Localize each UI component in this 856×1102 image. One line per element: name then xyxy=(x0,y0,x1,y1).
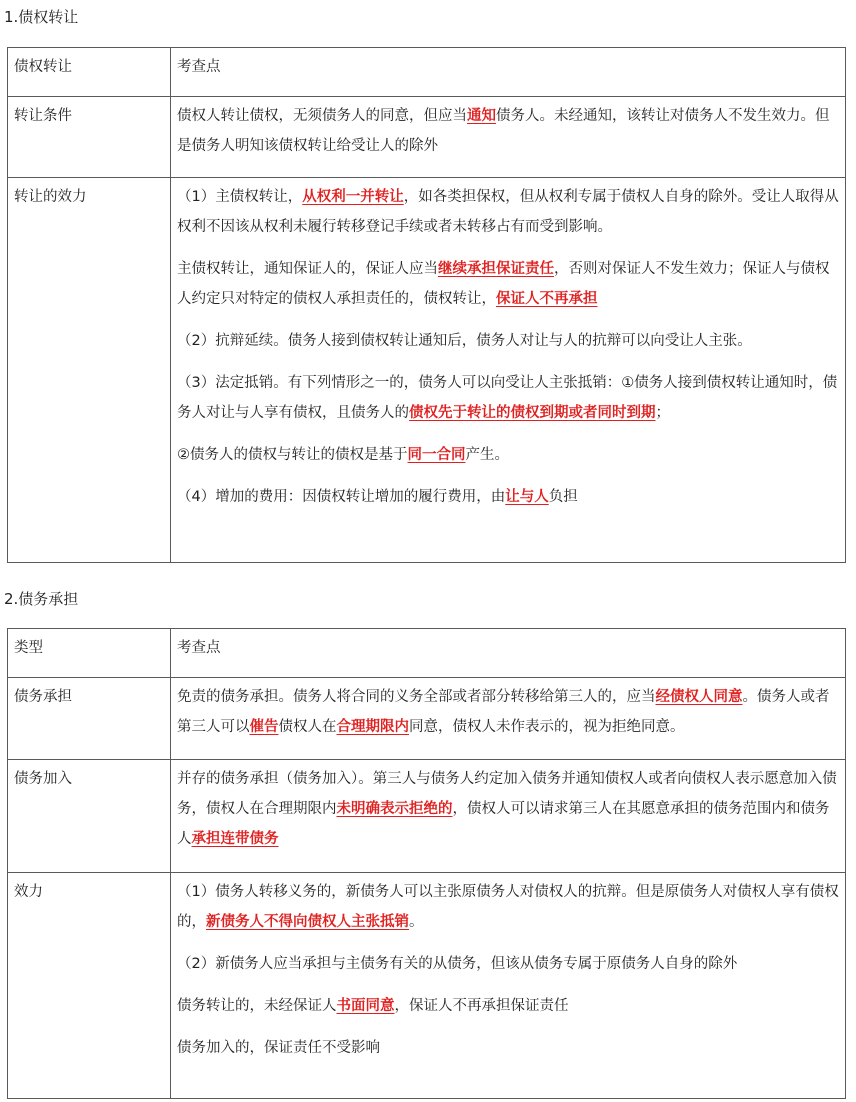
body-text: 债权人在 xyxy=(278,719,337,735)
body-text: 并存的债务承担（债务加入）。第三人与债务人约定加入债务并通知债权人或者向债权人表示愿意加入债务，债权人在合理期限内 xyxy=(177,771,837,817)
key-point-text: 让与人 xyxy=(505,489,549,505)
row-content xyxy=(171,873,846,1099)
row-label: 转让的效力 xyxy=(8,178,171,563)
body-text: 债务加入的，保证责任不受影响 xyxy=(177,1040,380,1056)
key-point-text: 经债权人同意 xyxy=(655,689,743,705)
content-paragraph xyxy=(177,1033,839,1063)
content-paragraph xyxy=(177,877,839,937)
row-content xyxy=(171,178,846,563)
key-point-text: 合理期限内 xyxy=(336,719,409,735)
row-content xyxy=(171,678,846,760)
table-header-row xyxy=(8,48,846,97)
content-paragraph xyxy=(177,326,839,356)
body-text: 产生。 xyxy=(465,447,509,463)
key-point-text: 债权先于转让的债权到期或者同时到期 xyxy=(409,405,656,421)
body-text: （1）主债权转让， xyxy=(177,189,303,205)
header-cell-type: 类型 xyxy=(8,629,171,678)
body-text: （2）抗辩延续。债务人接到债权转让通知后，债务人对让与人的抗辩可以向受让人主张。 xyxy=(177,333,752,349)
key-point-text: 继续承担保证责任 xyxy=(438,261,554,277)
content-paragraph xyxy=(177,682,839,742)
content-paragraph xyxy=(177,764,839,854)
debt-undertaking-table xyxy=(7,628,846,1099)
table-row xyxy=(8,760,846,873)
body-text: 。 xyxy=(409,914,424,930)
key-point-text: 通知 xyxy=(467,108,496,124)
content-paragraph xyxy=(177,182,839,242)
content-paragraph xyxy=(177,368,839,428)
body-text: ，债权人可以请求第三人在其愿意承担的债务范围内和债务人 xyxy=(177,801,830,847)
key-point-text: 保证人不再承担 xyxy=(496,291,598,307)
content-paragraph xyxy=(177,991,839,1021)
row-content xyxy=(171,97,846,178)
body-text: 同意，债权人未作表示的，视为拒绝同意。 xyxy=(409,719,685,735)
key-point-text: 同一合同 xyxy=(407,447,466,463)
row-content xyxy=(171,760,846,873)
section-2-title: 2.债务承担 xyxy=(4,590,79,608)
row-label: 转让条件 xyxy=(8,97,171,178)
body-text: 免责的债务承担。债务人将合同的义务全部或者部分转移给第三人的，应当 xyxy=(177,689,656,705)
table-row xyxy=(8,178,846,563)
key-point-text: 书面同意 xyxy=(336,998,395,1014)
key-point-text: 新债务人不得向债权人主张抵销 xyxy=(206,914,409,930)
header-cell-type: 债权转让 xyxy=(8,48,171,97)
body-text: ，如各类担保权，但从权利专属于债权人自身的除外。受让人取得从权利不因该从权利未履行转移登记手续或者未转移占有而受到影响。 xyxy=(177,189,839,235)
body-text: （4）增加的费用：因债权转让增加的履行费用，由 xyxy=(177,489,506,505)
key-point-text: 催告 xyxy=(249,719,279,735)
table-row xyxy=(8,97,846,178)
body-text: 债权人转让债权，无须债务人的同意，但应当 xyxy=(177,108,467,124)
body-text: 债务转让的，未经保证人 xyxy=(177,998,337,1014)
body-text: 债务人。未经通知，该转让对债务人不发生效力。但是债务人明知该债权转让给受让人的除外 xyxy=(177,108,830,154)
body-text: ； xyxy=(655,405,670,421)
body-text: （3）法定抵销。有下列情形之一的，债务人可以向受让人主张抵销：①债务人接到债权转让通知时，债务人对让与人享有债权，且债务人的 xyxy=(177,375,838,421)
content-paragraph xyxy=(177,254,839,314)
key-point-text: 未明确表示拒绝的 xyxy=(336,801,453,817)
body-text: ②债务人的债权与转让的债权是基于 xyxy=(177,447,408,463)
debt-assignment-table xyxy=(7,47,846,563)
table-row xyxy=(8,873,846,1099)
body-text: 。债务人或者第三人可以 xyxy=(177,689,830,735)
body-text: 主债权转让，通知保证人的，保证人应当 xyxy=(177,261,438,277)
body-text: （2）新债务人应当承担与主债务有关的从债务，但该从债务专属于原债务人自身的除外 xyxy=(177,956,738,972)
body-text: ，保证人不再承担保证责任 xyxy=(394,998,569,1014)
row-label: 债务加入 xyxy=(8,760,171,873)
table-header-row xyxy=(8,629,846,678)
row-label: 效力 xyxy=(8,873,171,1099)
content-paragraph xyxy=(177,949,839,979)
content-paragraph xyxy=(177,101,839,161)
key-point-text: 承担连带债务 xyxy=(191,831,279,847)
body-text: （1）债务人转移义务的，新债务人可以主张原债务人对债权人的抗辩。但是原债务人对债权人享有债权的， xyxy=(177,884,839,930)
section-1-title: 1.债权转让 xyxy=(4,8,79,26)
header-cell-points: 考查点 xyxy=(171,629,846,678)
row-label: 债务承担 xyxy=(8,678,171,760)
body-text: ，否则对保证人不发生效力；保证人与债权人约定只对特定的债权人承担责任的，债权转让， xyxy=(177,261,830,307)
header-cell-points: 考查点 xyxy=(171,48,846,97)
table-row xyxy=(8,678,846,760)
key-point-text: 从权利一并转让 xyxy=(302,189,404,205)
body-text: 负担 xyxy=(548,489,578,505)
content-paragraph xyxy=(177,482,839,512)
content-paragraph xyxy=(177,440,839,470)
